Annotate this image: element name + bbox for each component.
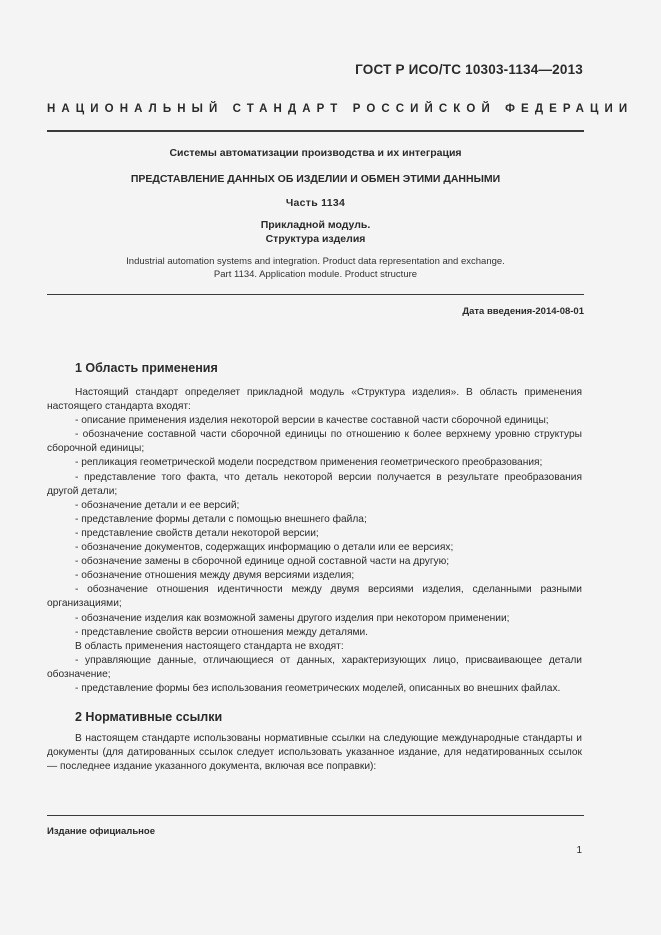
section-1-list-item: - представление формы детали с помощью внешнего файла; — [75, 513, 367, 525]
module-title-line2: Структура изделия — [265, 233, 366, 245]
section-1-paragraph: Настоящий стандарт определяет прикладной модуль «Структура изделия». В область применения настоящего стандарта входят: — [47, 387, 582, 413]
section-1-list-item: - управляющие данные, отличающиеся от данных, характеризующих лицо, присваивающее детали обозначение; — [47, 654, 582, 680]
title-divider — [47, 294, 584, 295]
introduction-date: Дата введения-2014-08-01 — [462, 306, 584, 317]
section-1-list-item: - представление свойств детали некоторой версии; — [75, 527, 319, 539]
footer-divider — [47, 815, 584, 816]
official-edition-label: Издание официальное — [47, 826, 155, 837]
section-1-list-item: - репликация геометрической модели посредством применения геометрического преобразования; — [75, 457, 543, 469]
module-title-line1: Прикладной модуль. — [260, 219, 371, 231]
document-code: ГОСТ Р ИСО/ТС 10303-1134—2013 — [355, 62, 583, 77]
section-1-list-item: - обозначение отношения идентичности между двумя версиями изделия, сделанными разными организациями; — [47, 584, 582, 610]
page-number: 1 — [576, 845, 582, 856]
section-1-list-item: - обозначение документов, содержащих информацию о детали или ее версиях; — [75, 542, 454, 554]
main-title: ПРЕДСТАВЛЕНИЕ ДАННЫХ ОБ ИЗДЕЛИИ И ОБМЕН ЭТИМИ ДАННЫМИ — [130, 173, 501, 185]
section-1-list-item: - представление формы без использования геометрических моделей, описанных во внешних файлах. — [75, 682, 561, 694]
english-title — [47, 256, 584, 281]
section-1-paragraph: В область применения настоящего стандарта не входят: — [75, 640, 344, 652]
series-title: Системы автоматизации производства и их интеграция — [169, 147, 462, 159]
section-1-list-item: - представление того факта, что деталь некоторой версии получается в результате преобразования другой детали; — [47, 471, 582, 497]
section-1-list-item: - обозначение изделия как возможной замены другого изделия при некотором применении; — [75, 612, 510, 624]
part-number: Часть 1134 — [285, 197, 346, 209]
module-title — [47, 218, 584, 246]
section-1-heading: 1 Область применения — [75, 361, 218, 375]
section-2-heading: 2 Нормативные ссылки — [75, 710, 223, 724]
section-2-paragraph: В настоящем стандарте использованы нормативные ссылки на следующие международные стандарты и документы (для датированных ссылок следует использовать указанное издание, для недатированных ссылок — последнее издание указанного документа, включая все поправки): — [47, 733, 582, 773]
header-divider — [47, 130, 584, 132]
english-title-line2: Part 1134. Application module. Product structure — [213, 268, 418, 280]
section-1-list-item: - обозначение замены в сборочной единице одной составной части на другую; — [75, 556, 450, 568]
section-1-list-item: - обозначение составной части сборочной единицы по отношению к более верхнему уровню структуры сборочной единицы; — [47, 429, 582, 455]
national-standard-heading: НАЦИОНАЛЬНЫЙ СТАНДАРТ РОССИЙСКОЙ ФЕДЕРАЦИИ — [47, 103, 634, 115]
section-2-body — [47, 732, 582, 774]
section-1-list-item: - описание применения изделия некоторой версии в качестве составной части сборочной единицы; — [75, 415, 549, 427]
section-1-list-item: - обозначение отношения между двумя версиями изделия; — [75, 570, 355, 582]
section-1-body — [47, 386, 582, 696]
section-1-list-item: - обозначение детали и ее версий; — [75, 499, 240, 511]
section-1-list-item: - представление свойств версии отношения между деталями. — [75, 626, 369, 638]
english-title-line1: Industrial automation systems and integration. Product data representation and exchange. — [126, 256, 505, 267]
